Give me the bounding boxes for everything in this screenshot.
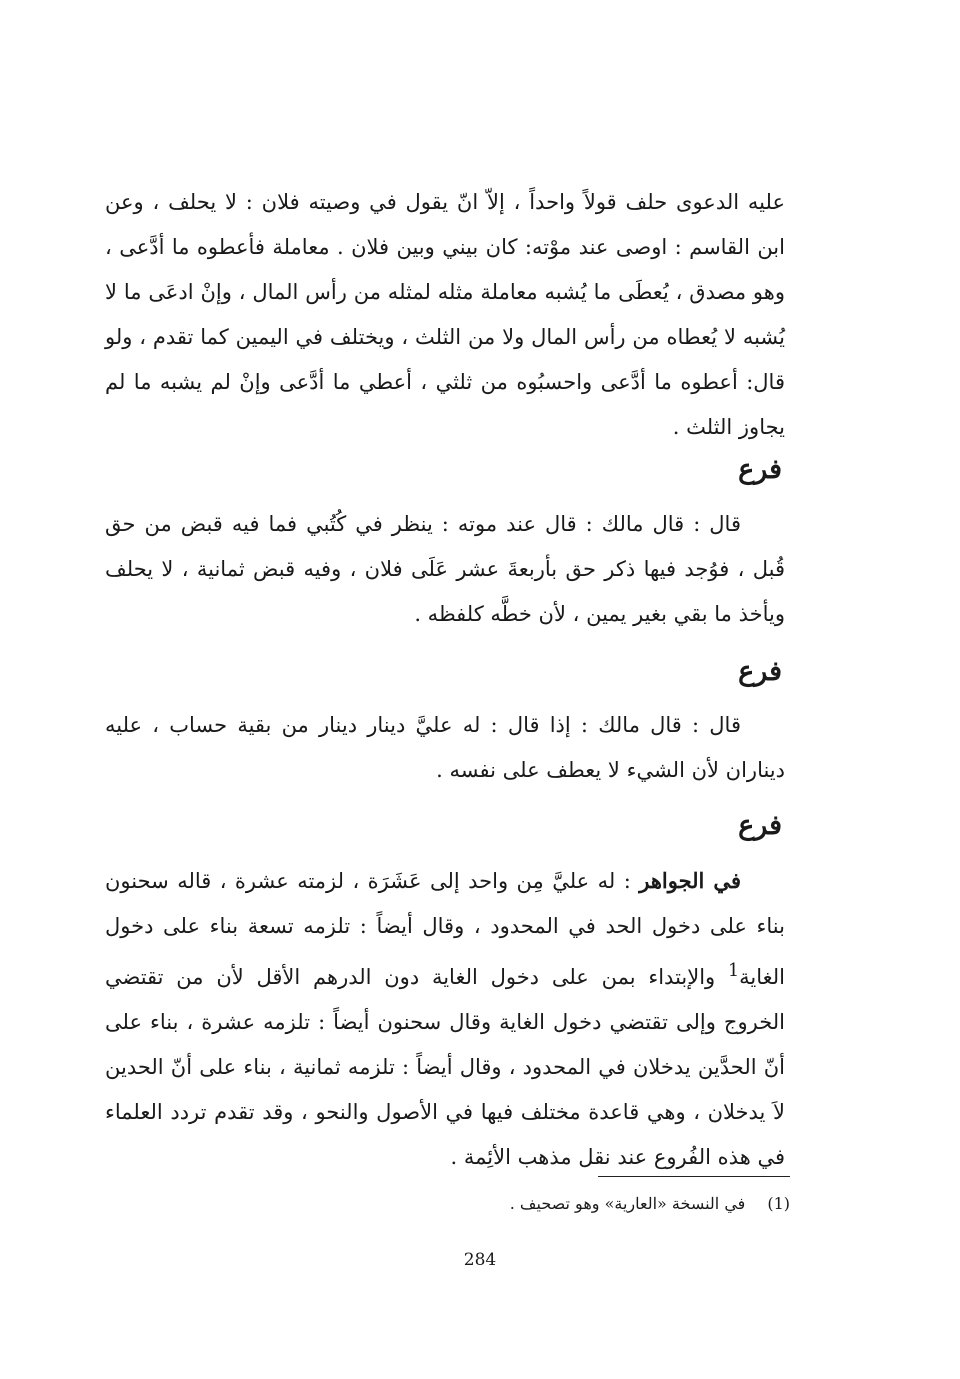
section-2-body xyxy=(105,703,785,793)
section-3-text-part1: : له عليَّ مِن واحد إلى عَشَرَة ، لزمته عشرة ، قاله سحنون بناء على دخول الحد في المحدود ، وقال أيضاً : تلزمه تسعة بناء على دخول الغاية xyxy=(105,869,785,989)
footnote-marker[interactable]: 1 xyxy=(727,961,740,981)
footnote-number: (1) xyxy=(767,1194,790,1213)
page-number: 284 xyxy=(463,1250,497,1270)
section-heading-2: فرع xyxy=(738,656,782,687)
footnote-divider xyxy=(598,1176,790,1177)
section-3-body xyxy=(105,858,785,1180)
paragraph-intro xyxy=(105,180,785,450)
paragraph-intro-text: عليه الدعوى حلف قولاً واحداً ، إلاّ انّ يقول في وصيته فلان : لا يحلف ، وعن ابن القاسم : اوصى عند موْته: كان بيني وبين فلان . معاملة فأعطوه ما أدَّعى ، وهو مصدق ، يُعطَى ما يُشبه معاملة مثله لمثله من رأس المال ، وإنْ ادعَى ما لا يُشبه لا يُعطاه من رأس المال ولا من الثلث ، ويختلف في اليمين كما تقدم ، ولو قال: أعطوه ما أدَّعى واحسبُوه من ثلثي ، أعطي ما أدَّعى وإنْ لم يشبه ما لم يجاوز الثلث . xyxy=(105,190,785,439)
section-1-body xyxy=(105,502,785,637)
section-3-text-part2: والإبتداء بمن على دخول الغاية دون الدرهم الأقل لأن من تقتضي الخروج وإلى تقتضي دخول الغاية وقال سحنون أيضاً : تلزمه عشرة ، بناء على أنّ الحدَّين يدخلان في المحدود ، وقال أيضاً : تلزمه ثمانية ، بناء على أنّ الحدين لاَ يدخلان ، وهي قاعدة مختلف فيها في الأصول والنحو ، وقد تقدم تردد العلماء في هذه الفُروع عند نقل مذهب الأئِمة . xyxy=(105,965,785,1169)
section-1-text: قال : قال مالك : قال عند موته : ينظر في كُتُبي فما فيه قبض من حق قُبل ، فوُجد فيها ذكر حق بأربعةَ عشر عَلَى فلان ، وفيه قبض ثمانية ، لا يحلف ويأخذ ما بقي بغير يمين ، لأن خطَّه كلفظه . xyxy=(105,512,785,626)
section-heading-1: فرع xyxy=(738,454,782,485)
section-3-text xyxy=(105,858,785,1180)
section-heading-3: فرع xyxy=(738,810,782,841)
section-2-text: قال : قال مالك : إذا قال : له عليَّ دينار دينار من بقية حساب ، عليه ديناران لأن الشيء لا يعطف على نفسه . xyxy=(105,713,785,782)
footnote-text: في النسخة «العارية» وهو تصحيف . xyxy=(509,1194,746,1213)
footnote xyxy=(510,1190,790,1218)
source-reference: في الجواهر xyxy=(639,868,741,893)
